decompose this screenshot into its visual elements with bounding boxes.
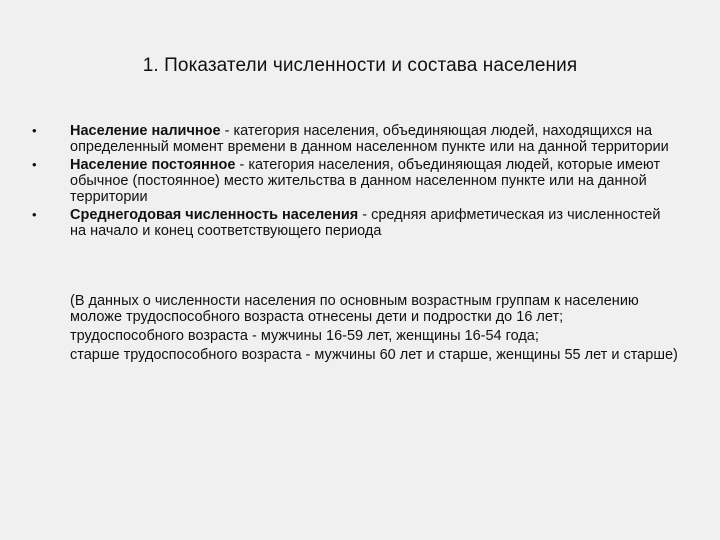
bullet-icon: • <box>32 207 37 222</box>
definition-term: Население наличное <box>70 123 221 139</box>
slide-title: 1. Показатели численности и состава населения <box>142 55 578 76</box>
list-item <box>30 123 670 155</box>
note-line: старше трудоспособного возраста - мужчины 60 лет и старше, женщины 55 лет и старше) <box>70 347 678 363</box>
definition-list <box>30 123 670 241</box>
definition-text: - категория населения, объединяющая людей, которые имеют обычное (постоянное) место жительства в данном населенном пункте или на данной территории <box>70 157 661 205</box>
list-item <box>30 207 670 239</box>
note-line: (В данных о численности населения по основным возрастным группам к населению моложе трудоспособного возраста отнесены дети и подростки до 16 лет; <box>70 293 639 325</box>
note-line: трудоспособного возраста - мужчины 16-59 лет, женщины 16-54 года; <box>70 328 539 344</box>
list-item <box>30 157 670 205</box>
age-groups-note <box>70 293 690 366</box>
definition-text: - категория населения, объединяющая людей, находящихся на определенный момент времени в данном населенном пункте или на данной территории <box>70 123 669 155</box>
definition-term: Среднегодовая численность населения <box>70 207 359 223</box>
definition-term: Население постоянное <box>70 157 236 173</box>
definition-text: - средняя арифметическая из численностей на начало и конец соответствующего периода <box>70 207 661 239</box>
bullet-icon: • <box>32 157 37 172</box>
bullet-icon: • <box>32 123 37 138</box>
